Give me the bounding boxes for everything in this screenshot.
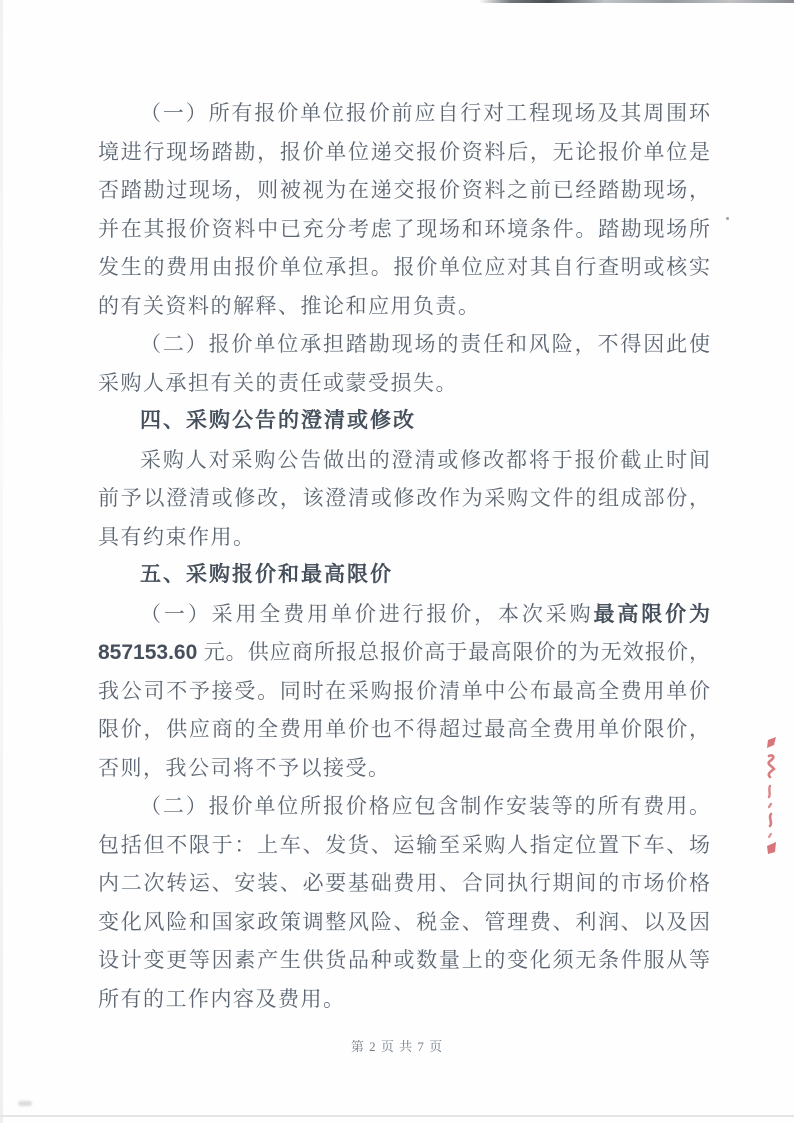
document-body [98,94,710,1018]
text-line [98,826,710,865]
text-line [98,518,710,557]
text-segment: 发生的费用由报价单位承担。报价单位应对其自行查明或核实 [98,255,710,279]
text-segment: 我公司不予接受。同时在采购报价清单中公布最高全费用单价 [98,678,710,703]
text-line [98,325,710,364]
text-line [98,479,710,518]
red-stamp-fragment [754,736,780,858]
text-line [98,672,710,711]
text-segment: 并在其报价资料中已充分考虑了现场和环境条件。踏勘现场所 [98,216,710,241]
text-line [98,903,710,942]
scan-artifact-top-edge [479,0,794,3]
text-segment: 采购人对采购公告做出的澄清或修改都将于报价截止时间 [140,447,710,472]
text-line [98,941,710,980]
scan-artifact-left-edge [0,0,3,1123]
text-line [98,94,710,133]
text-line [98,248,710,287]
text-line [98,441,710,480]
text-segment: 变化风险和国家政策调整风险、税金、管理费、利润、以及因 [98,909,710,934]
scan-artifact-dot [726,217,729,220]
text-line [98,633,710,672]
text-line [98,787,710,826]
text-segment: 境进行现场踏勘，报价单位递交报价资料后，无论报价单位是 [98,139,710,164]
text-line [98,864,710,903]
text-segment: 采购人承担有关的责任或蒙受损失。 [98,370,458,395]
text-line [98,749,710,788]
scan-artifact-bottom-line [0,1115,794,1117]
section-heading [98,556,710,595]
text-segment: 前予以澄清或修改，该澄清或修改作为采购文件的组成部份， [98,486,710,510]
section-heading [98,402,710,441]
text-line [98,980,710,1019]
text-segment: 设计变更等因素产生供货品种或数量上的变化须无条件服从等 [98,948,710,972]
text-segment: （一）采用全费用单价进行报价，本次采购 [140,601,594,626]
bold-text-segment: 857153.60 [98,641,198,664]
text-segment: 否踏勘过现场，则被视为在递交报价资料之前已经踏勘现场， [98,178,710,202]
text-segment: 具有约束作用。 [98,524,256,549]
text-segment: 的有关资料的解释、推论和应用负责。 [98,293,481,318]
text-segment: 包括但不限于：上车、发货、运输至采购人指定位置下车、场 [98,832,710,857]
text-line [98,595,710,634]
text-line [98,133,710,172]
text-segment: （二）报价单位所报价格应包含制作安装等的所有费用。 [140,794,710,818]
page-footer [0,1036,794,1055]
text-segment: 所有的工作内容及费用。 [98,986,346,1011]
text-line [98,710,710,749]
text-line [98,364,710,403]
text-segment: 限价，供应商的全费用单价也不得超过最高全费用单价限价， [98,717,710,741]
text-segment: 五、采购报价和最高限价 [140,563,393,586]
text-line [98,171,710,210]
text-line [98,210,710,249]
text-segment: 内二次转运、安装、必要基础费用、合同执行期间的市场价格 [98,871,710,895]
text-segment: 否则，我公司将不予以接受。 [98,755,391,780]
text-segment: 四、采购公告的澄清或修改 [140,409,416,432]
bold-text-segment: 最高限价为 [593,602,711,626]
text-line [98,287,710,326]
text-segment: （二）报价单位承担踏勘现场的责任和风险，不得因此使 [140,332,710,356]
scan-artifact-smudge [18,1101,32,1106]
page-number: 第 2 页 共 7 页 [350,1039,444,1054]
text-segment: 元。供应商所报总报价高于最高限价的为无效报价， [197,640,710,664]
text-segment: （一）所有报价单位报价前应自行对工程现场及其周围环 [140,101,710,125]
